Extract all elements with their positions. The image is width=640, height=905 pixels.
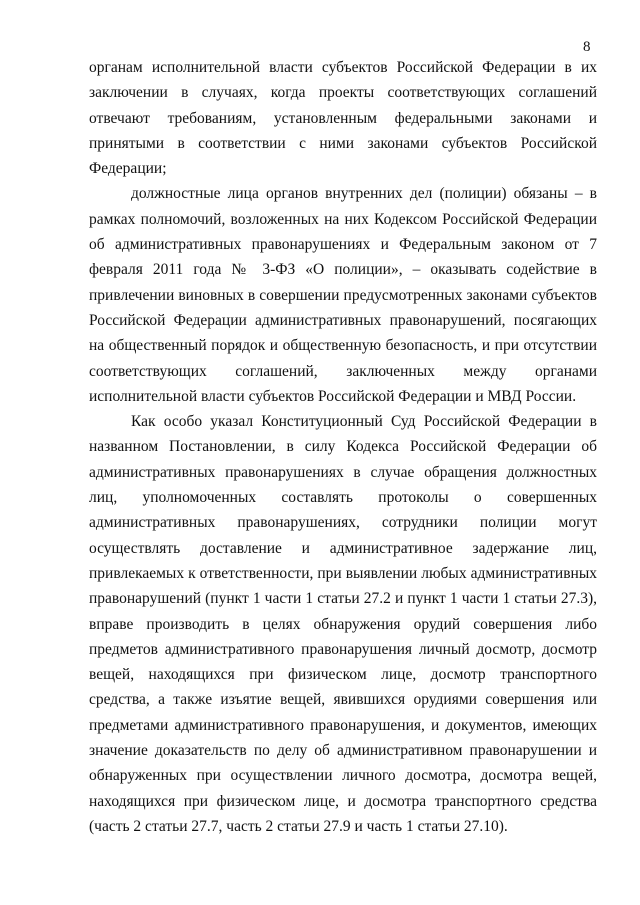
- paragraph-police-duties: должностные лица органов внутренних дел (полиции) обязаны – в рамках полномочий, возложенных на них Кодексом Российской Федерации об административных правонарушениях и Федеральным законом от 7 февраля 2011 года № 3-ФЗ «О полиции», – оказывать содействие в привлечении виновных в совершении предусмотренных законами субъектов Российской Федерации административных правонарушений, посягающих на общественный порядок и общественную безопасность, и при отсутствии соответствующих соглашений, заключенных между органами исполнительной власти субъектов Российской Федерации и МВД России.: [89, 185, 597, 405]
- document-body: [89, 55, 597, 839]
- paragraph-continuation: органам исполнительной власти субъектов Российской Федерации в их заключении в случаях, когда проекты соответствующих соглашений отвечают требованиям, установленным федеральными законами и принятыми в соответствии с ними законами субъектов Российской Федерации;: [89, 59, 597, 178]
- paragraph-constitutional-court: Как особо указал Конституционный Суд Российской Федерации в названном Постановлении, в силу Кодекса Российской Федерации об административных правонарушениях в случае обращения должностных лиц, уполномоченных составлять протоколы о совершенных административных правонарушениях, сотрудники полиции могут осуществлять доставление и административное задержание лиц, привлекаемых к ответственности, при выявлении любых административных правонарушений (пункт 1 части 1 статьи 27.2 и пункт 1 части 1 статьи 27.3), вправе производить в целях обнаружения орудий совершения либо предметов административного правонарушения личный досмотр, досмотр вещей, находящихся при физическом лице, досмотр транспортного средства, а также изъятие вещей, явившихся орудиями совершения или предметами административного правонарушения, и документов, имеющих значение доказательств по делу об административном правонарушении и обнаруженных при осуществлении личного досмотра, досмотра вещей, находящихся при физическом лице, и досмотра транспортного средства (часть 2 статьи 27.7, часть 2 статьи 27.9 и часть 1 статьи 27.10).: [89, 413, 597, 835]
- page-number: 8: [583, 39, 591, 55]
